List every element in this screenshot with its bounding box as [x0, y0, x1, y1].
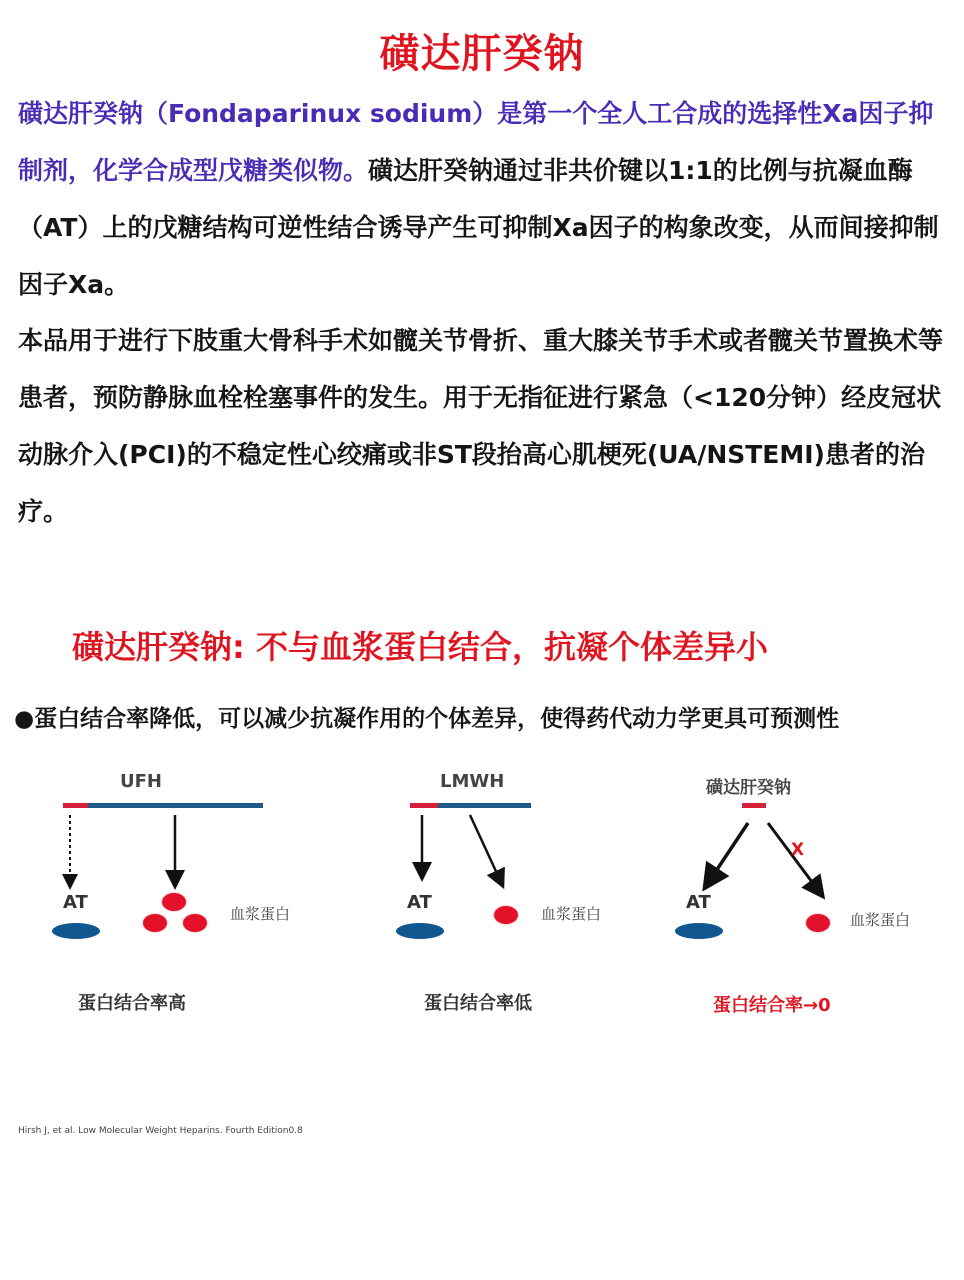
panel-title: LMWH: [440, 771, 505, 792]
bullet-point: ●蛋白结合率降低，可以减少抗凝作用的个体差异，使得药代动力学更具可预测性: [14, 706, 840, 732]
protein-label: 血浆蛋白: [850, 911, 911, 929]
protein-label: 血浆蛋白: [541, 905, 602, 923]
panel-caption: 蛋白结合率高: [78, 993, 186, 1014]
panel-caption: 蛋白结合率→0: [713, 995, 831, 1016]
protein-dot: [162, 893, 186, 911]
protein-dot: [143, 914, 167, 932]
protein-label: 血浆蛋白: [230, 905, 291, 923]
intro-mechanism: 磺达肝癸钠通过非共价键以1:1的比例与抗凝血酶（AT）上的戊糖结构可逆性结合诱导产生可抑制Xa因子的构象改变，从而间接抑制因子Xa。: [18, 156, 939, 299]
chain-heparin: [438, 803, 531, 808]
page-title: 磺达肝癸钠: [379, 31, 585, 77]
panel-title: UFH: [120, 771, 162, 792]
reference-citation: Hirsh J, et al. Low Molecular Weight Heparins. Fourth Edition0.8: [18, 1126, 303, 1136]
at-ellipse: [396, 923, 444, 939]
blocked-x-icon: X: [791, 840, 805, 860]
protein-dot: [494, 906, 518, 924]
protein-dot: [183, 914, 207, 932]
at-label: AT: [407, 892, 432, 913]
panel-title: 磺达肝癸钠: [706, 778, 791, 798]
indication-paragraph: 本品用于进行下肢重大骨科手术如髋关节骨折、重大膝关节手术或者髋关节置换术等患者，预防静脉血栓栓塞事件的发生。用于无指征进行紧急（<120分钟）经皮冠状动脉介入(PCI)的不稳定性心绞痛或非ST段抬高心肌梗死(UA/NSTEMI)患者的治疗。: [18, 326, 944, 526]
panel-caption: 蛋白结合率低: [424, 993, 532, 1014]
intro-definition: 磺达肝癸钠（Fondaparinux sodium）是第一个全人工合成的选择性Xa因子抑制剂，化学合成型戊糖类似物。: [18, 99, 934, 185]
section-subtitle: 磺达肝癸钠: 不与血浆蛋白结合，抗凝个体差异小: [72, 628, 768, 666]
chain-pentasaccharide: [410, 803, 438, 808]
at-label: AT: [686, 892, 711, 913]
at-ellipse: [52, 923, 100, 939]
at-ellipse: [675, 923, 723, 939]
protein-dot: [806, 914, 830, 932]
at-label: AT: [63, 892, 88, 913]
chain-pentasaccharide: [742, 803, 766, 808]
